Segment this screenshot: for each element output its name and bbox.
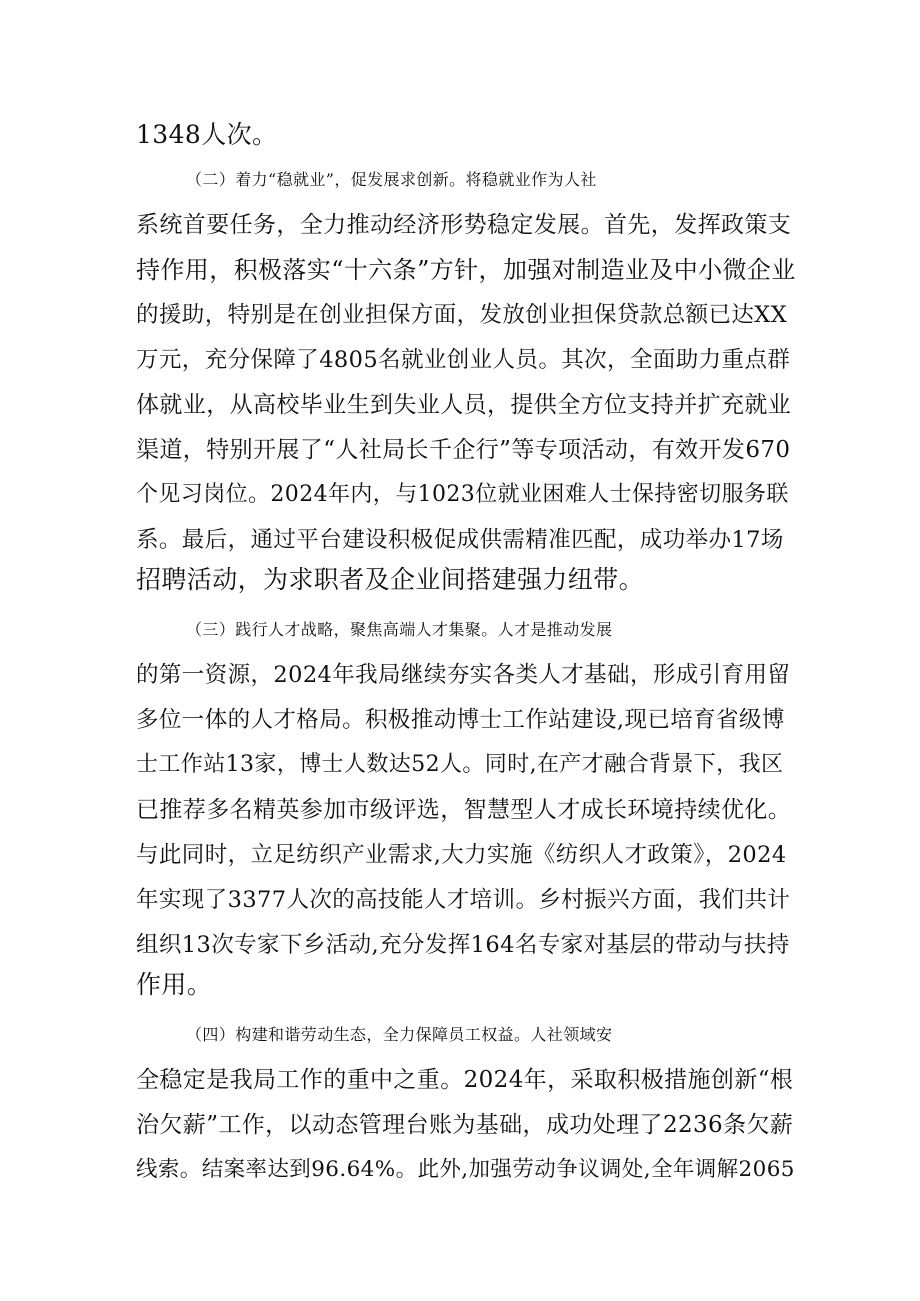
text-line: 治欠薪”工作，以动态管理台账为基础，成功处理了2236条欠薪 — [136, 1112, 794, 1138]
text-line: 多位一体的人才格局。积极推动博士工作站建设,现已培育省级博 — [136, 707, 785, 733]
text-line: （三）践行人才战略，聚焦高端人才集聚。人才是推动发展 — [186, 620, 613, 639]
text-line: 的援助，特别是在创业担保方面，发放创业担保贷款总额已达XX — [136, 302, 788, 328]
text-line: 招聘活动，为求职者及企业间搭建强力纽带。 — [136, 565, 645, 594]
text-line: （二）着力“稳就业”，促发展求创新。将稳就业作为人社 — [186, 170, 597, 189]
text-line: 士工作站13家，博士人数达52人。同时,在产才融合背景下，我区 — [136, 752, 784, 777]
text-line: 全稳定是我局工作的重中之重。2024年，采取积极措施创新“根 — [136, 1067, 794, 1093]
text-line: 组织13次专家下乡活动,充分发挥164名专家对基层的带动与扶持 — [136, 932, 790, 958]
text-line: 持作用，积极落实“十六条”方针，加强对制造业及中小微企业 — [136, 256, 796, 284]
text-line: 的第一资源，2024年我局继续夯实各类人才基础，形成引育用留 — [136, 662, 791, 688]
text-line: 年实现了3377人次的高技能人才培训。乡村振兴方面，我们共计 — [136, 887, 791, 913]
text-line: 作用。 — [136, 970, 213, 999]
text-line: 1348人次。 — [136, 120, 278, 149]
text-line: 渠道，特别开展了“人社局长千企行”等专项活动，有效开发670 — [136, 437, 791, 463]
text-line: 与此同时，立足纺织产业需求,大力实施《纺织人才政策》，2024 — [136, 842, 787, 868]
text-line: 系。最后，通过平台建设积极促成供需精准匹配，成功举办17场 — [136, 527, 784, 553]
text-line: 万元，充分保障了4805名就业创业人员。其次，全面助力重点群 — [136, 347, 791, 373]
text-line: （四）构建和谐劳动生态，全力保障员工权益。人社领域安 — [186, 1025, 613, 1044]
text-line: 系统首要任务，全力推动经济形势稳定发展。首先，发挥政策支 — [136, 212, 792, 238]
text-line: 体就业，从高校毕业生到失业人员，提供全方位支持并扩充就业 — [136, 392, 792, 418]
text-line: 已推荐多名精英参加市级评选，智慧型人才成长环境持续优化。 — [136, 797, 792, 823]
text-line: 线索。结案率达到96.64%。此外,加强劳动争议调处,全年调解2065 — [136, 1157, 795, 1182]
text-line: 个见习岗位。2024年内，与1023位就业困难人士保持密切服务联 — [136, 482, 789, 507]
